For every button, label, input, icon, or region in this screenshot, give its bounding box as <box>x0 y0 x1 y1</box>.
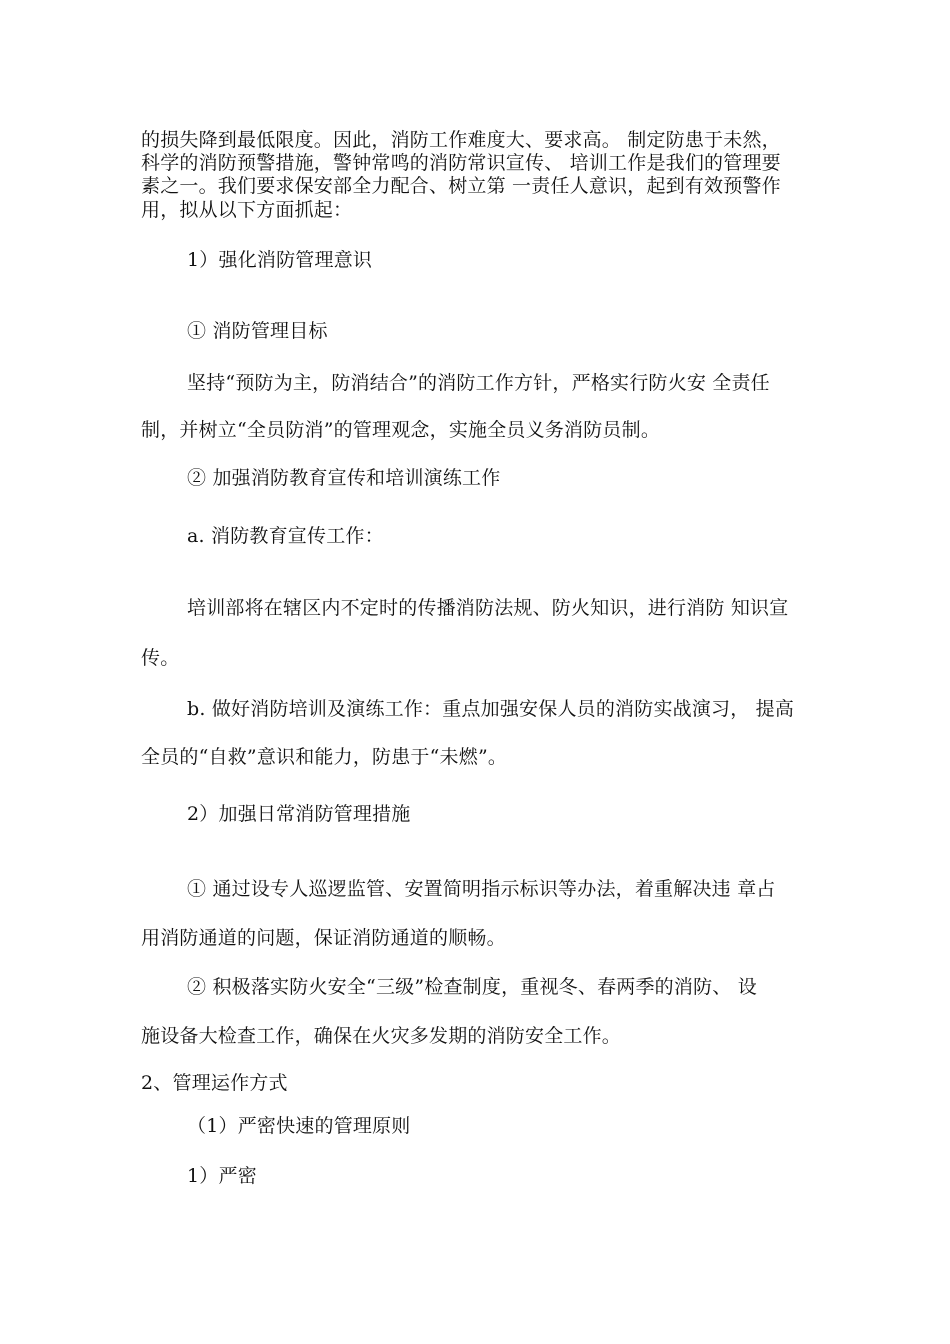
intro-line-4: 用，拟从以下方面抓起： <box>141 199 353 221</box>
para-1-line-2: 制，并树立“全员防消”的管理观念，实施全员义务消防员制。 <box>141 419 661 441</box>
para-4-line-2: 用消防通道的问题，保证消防通道的顺畅。 <box>141 927 506 949</box>
para-2-line-1: 培训部将在辖区内不定时的传播消防法规、防火知识，进行消防 知识宣 <box>187 597 789 619</box>
para-4-line-1: ① 通过设专人巡逻监管、安置简明指示标识等办法，着重解决违 章占 <box>187 878 776 900</box>
intro-line-1: 的损失降到最低限度。因此，消防工作难度大、要求高。 制定防患于未然， <box>141 129 781 151</box>
para-5-line-2: 施设备大检查工作，确保在火灾多发期的消防安全工作。 <box>141 1025 622 1047</box>
subsection-1-heading: （1）严密快速的管理原则 <box>187 1115 411 1137</box>
para-3-line-1: b. 做好消防培训及演练工作：重点加强安保人员的消防实战演习， 提高 <box>187 698 795 720</box>
para-5-line-1: ② 积极落实防火安全“三级”检查制度，重视冬、春两季的消防、 设 <box>187 976 757 998</box>
intro-line-3: 素之一。我们要求保安部全力配合、树立第 一责任人意识，起到有效预警作 <box>141 175 781 197</box>
para-3-line-2: 全员的“自救”意识和能力，防患于“未燃”。 <box>141 746 508 768</box>
heading-a: a. 消防教育宣传工作： <box>187 525 384 547</box>
heading-1: 1）强化消防管理意识 <box>187 249 373 271</box>
para-2-line-2: 传。 <box>141 647 180 669</box>
heading-1-1: ① 消防管理目标 <box>187 320 328 342</box>
para-1-line-1: 坚持“预防为主，防消结合”的消防工作方针，严格实行防火安 全责任 <box>187 372 770 394</box>
heading-1-2: ② 加强消防教育宣传和培训演练工作 <box>187 467 501 489</box>
heading-2: 2）加强日常消防管理措施 <box>187 803 411 825</box>
intro-line-2: 科学的消防预警措施，警钟常鸣的消防常识宣传、 培训工作是我们的管理要 <box>141 152 781 174</box>
subsection-1-1-heading: 1）严密 <box>187 1165 257 1187</box>
section-2-heading: 2、管理运作方式 <box>141 1072 288 1094</box>
